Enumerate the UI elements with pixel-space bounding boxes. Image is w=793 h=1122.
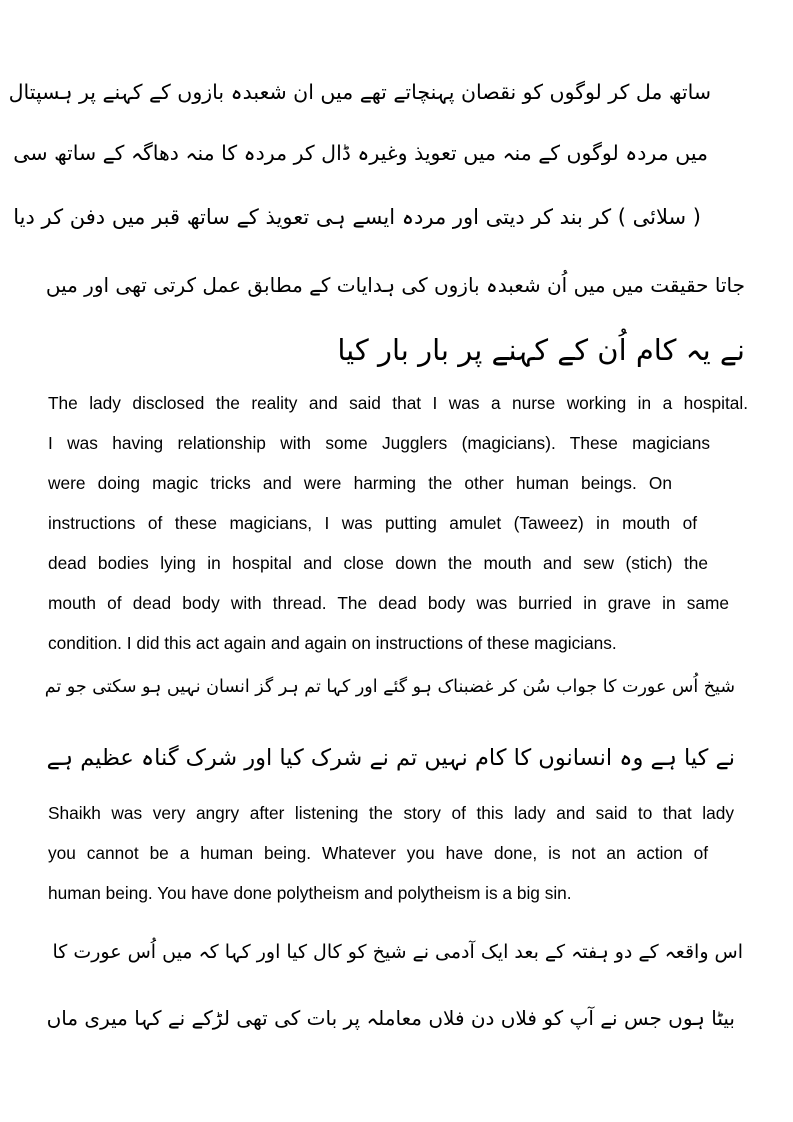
urdu-line-4: جاتا حقیقت میں میں اُن شعبدہ بازوں کی ہدایات کے مطابق عمل کرتی تھی اور میں xyxy=(45,273,745,297)
english-line-7: condition. I did this act again and again on instructions of these magicians. xyxy=(48,633,617,653)
english-line-9: you cannot be a human being. Whatever you have done, is not an action of xyxy=(48,843,708,863)
english-line-1: The lady disclosed the reality and said that I was a nurse working in a hospital. xyxy=(48,393,748,413)
urdu-line-5: نے یہ کام اُن کے کہنے پر بار بار کیا xyxy=(337,333,745,367)
urdu-line-7: نے کیا ہے وہ انسانوں کا کام نہیں تم نے شرک کیا اور شرک گناہ عظیم ہے xyxy=(46,745,735,771)
english-line-8: Shaikh was very angry after listening the story of this lady and said to that lady xyxy=(48,803,734,823)
urdu-line-1: ساتھ مل کر لوگوں کو نقصان پہنچاتے تھے میں ان شعبدہ بازوں کے کہنے پر ہسپتال xyxy=(8,80,711,104)
urdu-line-9: بیٹا ہوں جس نے آپ کو فلاں دن فلاں معاملہ پر بات کی تھی لڑکے نے کہا میری ماں xyxy=(46,1006,735,1030)
urdu-line-6: شیخ اُس عورت کا جواب سُن کر غضبناک ہو گئے اور کہا تم ہر گز انسان نہیں ہو سکتی جو تم xyxy=(44,677,735,697)
urdu-line-8: اس واقعہ کے دو ہفتہ کے بعد ایک آدمی نے شیخ کو کال کیا اور کہا کہ میں اُس عورت کا xyxy=(52,941,743,963)
english-line-10: human being. You have done polytheism and polytheism is a big sin. xyxy=(48,883,572,903)
english-line-3: were doing magic tricks and were harming the other human beings. On xyxy=(48,473,672,493)
english-line-5: dead bodies lying in hospital and close down the mouth and sew (stich) the xyxy=(48,553,708,573)
urdu-line-2: میں مردہ لوگوں کے منہ میں تعویذ وغیرہ ڈال کر مردہ کا منہ دھاگہ کے ساتھ سی xyxy=(13,141,708,165)
english-line-2: I was having relationship with some Jugglers (magicians). These magicians xyxy=(48,433,710,453)
english-line-4: instructions of these magicians, I was putting amulet (Taweez) in mouth of xyxy=(48,513,697,533)
english-line-6: mouth of dead body with thread. The dead body was burried in grave in same xyxy=(48,593,729,613)
urdu-line-3: ( سلائی ) کر بند کر دیتی اور مردہ ایسے ہی تعویذ کے ساتھ قبر میں دفن کر دیا xyxy=(13,205,701,229)
